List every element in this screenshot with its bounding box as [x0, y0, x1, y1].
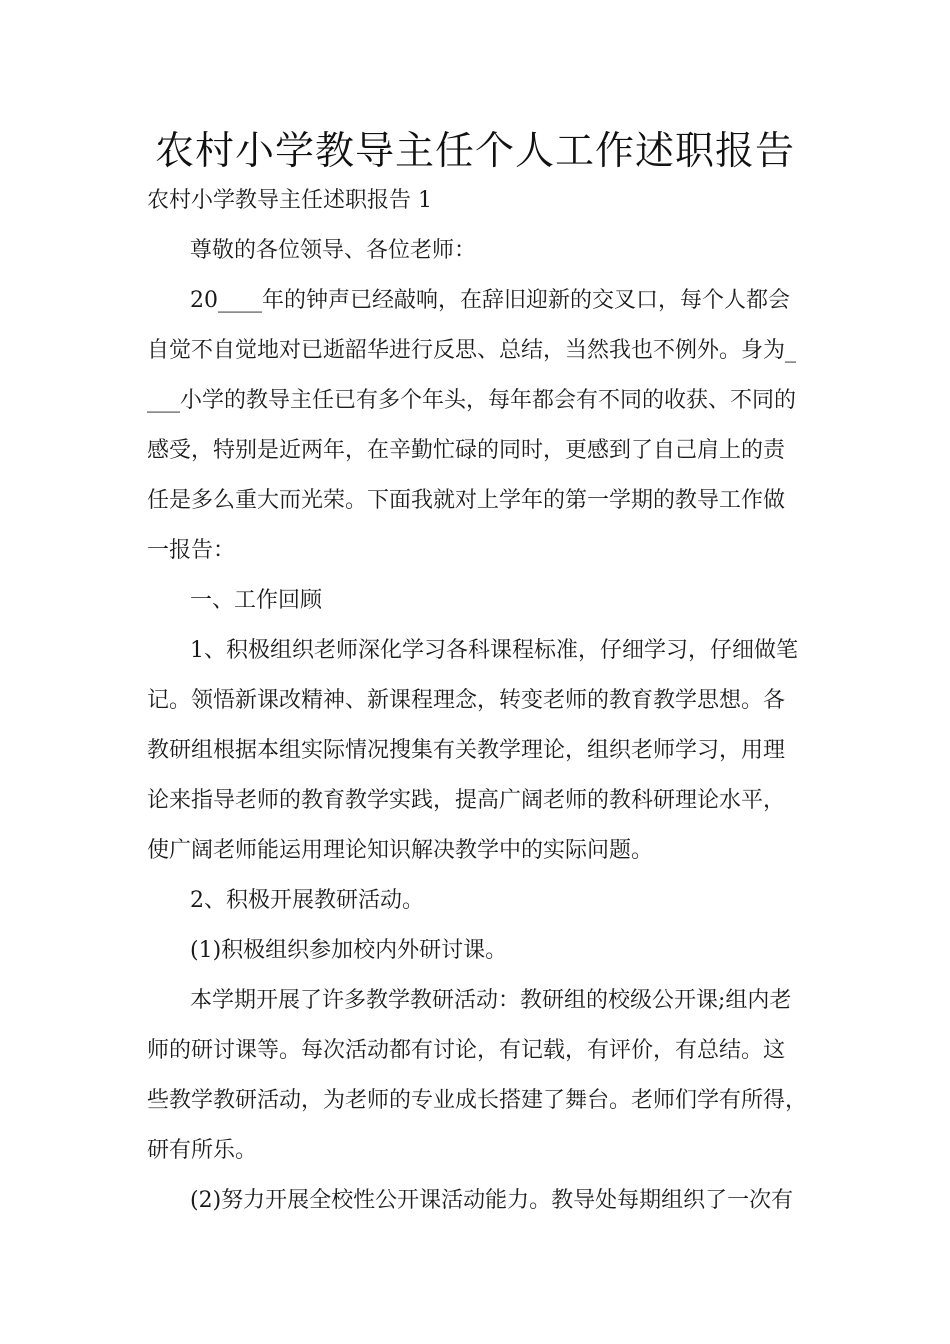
paragraph-line: 使广阔老师能运用理论知识解决教学中的实际问题。 [147, 838, 654, 863]
section-heading: 一、工作回顾 [190, 588, 323, 613]
paragraph-line: 2、积极开展教研活动。 [190, 888, 424, 913]
paragraph-line: 1、积极组织老师深化学习各科课程标准，仔细学习，仔细做笔 [190, 638, 798, 663]
document-subtitle: 农村小学教导主任述职报告 1 [147, 188, 432, 213]
paragraph-line: 教研组根据本组实际情况搜集有关教学理论，组织老师学习，用理 [147, 738, 786, 763]
paragraph-line: 些教学教研活动，为老师的专业成长搭建了舞台。老师们学有所得， [147, 1088, 808, 1113]
paragraph-line: 任是多么重大而光荣。下面我就对上学年的第一学期的教导工作做 [147, 488, 786, 513]
paragraph-line: ___小学的教导主任已有多个年头，每年都会有不同的收获、不同的 [147, 388, 797, 413]
paragraph-line: 自觉不自觉地对已逝韶华进行反思、总结，当然我也不例外。身为_ [147, 338, 797, 363]
paragraph-line: 研有所乐。 [147, 1138, 258, 1163]
paragraph-line: 记。领悟新课改精神、新课程理念，转变老师的教育教学思想。各 [147, 688, 786, 713]
paragraph-line: 尊敬的各位领导、各位老师： [190, 238, 477, 263]
paragraph-line: 一报告： [147, 538, 236, 563]
paragraph-line: 师的研讨课等。每次活动都有讨论，有记载，有评价，有总结。这 [147, 1038, 786, 1063]
paragraph-line: 本学期开展了许多教学教研活动：教研组的校级公开课;组内老 [190, 988, 792, 1013]
paragraph-line: (2)努力开展全校性公开课活动能力。教导处每期组织了一次有 [190, 1188, 794, 1213]
document-title: 农村小学教导主任个人工作述职报告 [154, 129, 795, 174]
paragraph-line: 感受，特别是近两年，在辛勤忙碌的同时，更感到了自己肩上的责 [147, 438, 786, 463]
paragraph-line: 20____年的钟声已经敲响，在辞旧迎新的交叉口，每个人都会 [190, 288, 790, 313]
paragraph-line: (1)积极组织参加校内外研讨课。 [190, 938, 508, 963]
paragraph-line: 论来指导老师的教育教学实践，提高广阔老师的教科研理论水平， [147, 788, 786, 813]
